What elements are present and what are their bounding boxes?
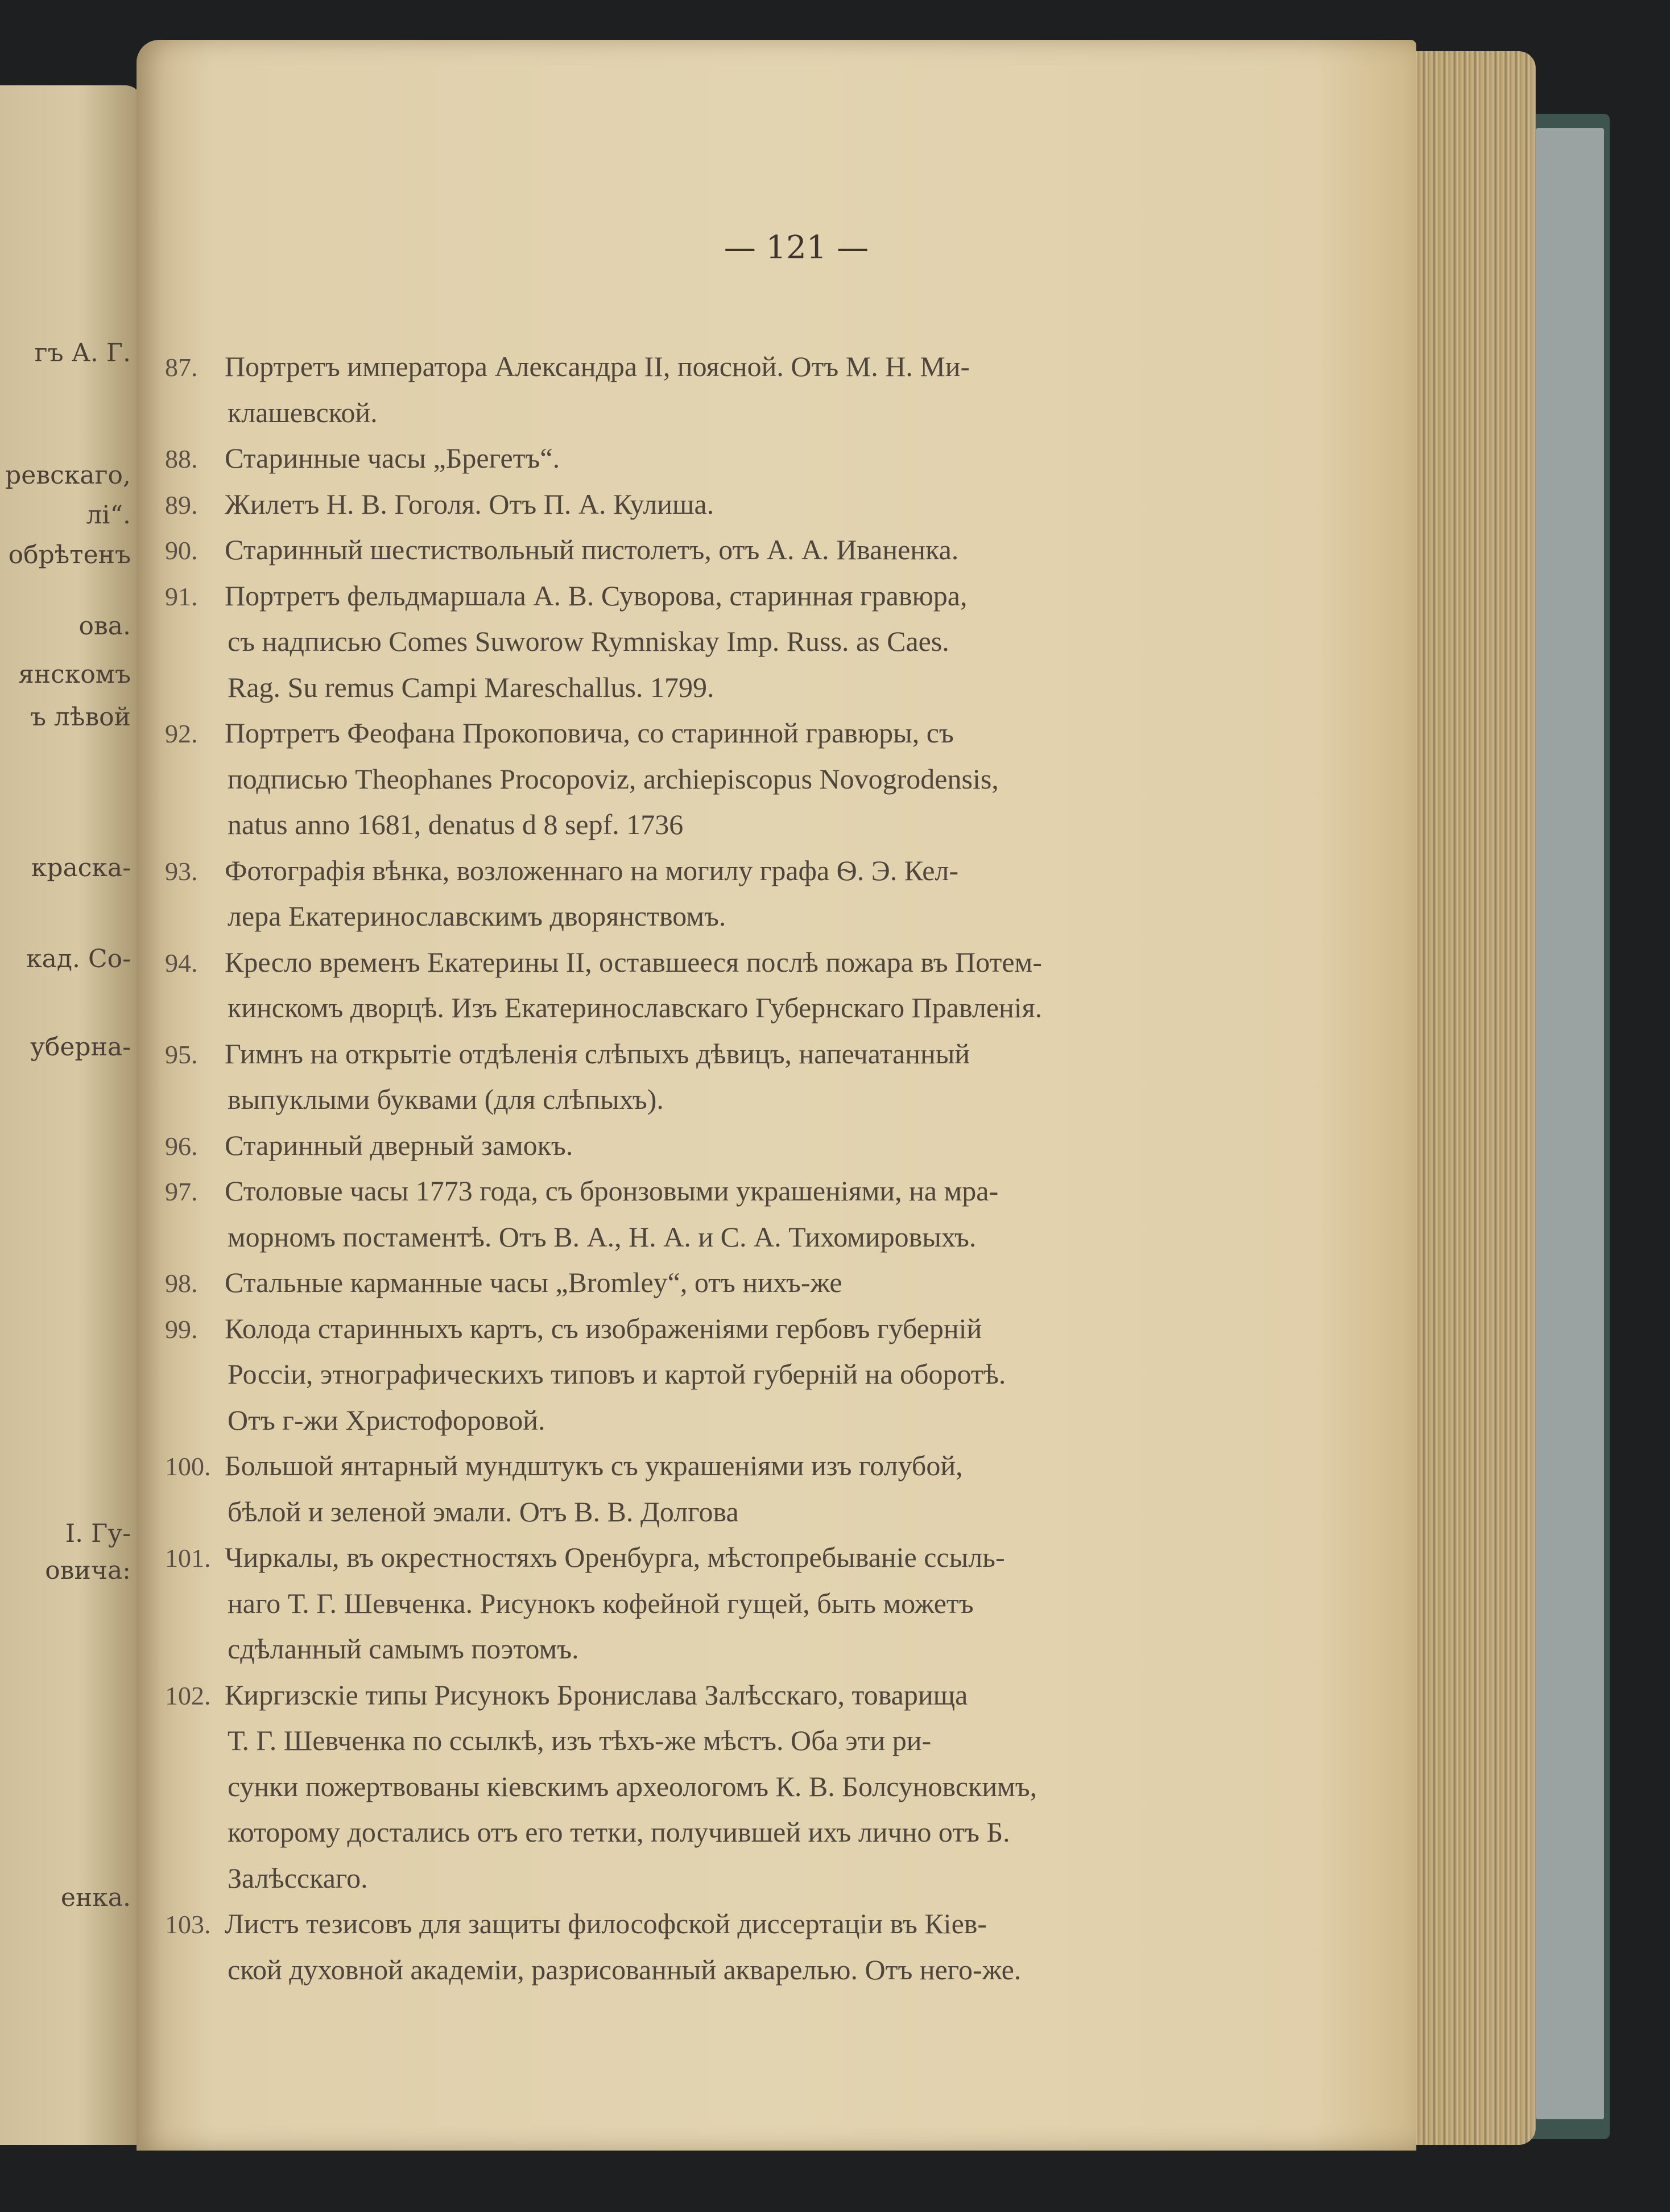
entry-line: выпуклыми буквами (для слѣпыхъ). (228, 1083, 664, 1115)
entry-number: 89. (165, 490, 198, 519)
entry-number: 94. (165, 948, 198, 977)
entry-line: Старинный дверный замокъ. (225, 1129, 573, 1161)
left-fragment: кад. Со- (26, 944, 131, 973)
entry-line: клашевской. (228, 396, 378, 428)
cover-inner-board (1536, 128, 1604, 2119)
entry-number: 90. (165, 536, 198, 565)
left-fragment: ъ лѣвой (30, 703, 131, 732)
entry-line: Старинные часы „Брегетъ“. (225, 442, 560, 474)
entry-line: морномъ постаментѣ. Отъ В. А., Н. А. и С. А. Тихомировыхъ. (228, 1220, 977, 1253)
left-fragment: обрѣтенъ (8, 540, 131, 569)
entry-line: Колода старинныхъ картъ, съ изображеніями гербовъ губерній (225, 1312, 982, 1344)
left-fragment: овича: (45, 1556, 131, 1585)
entry-number: 99. (165, 1314, 198, 1344)
entry-number: 93. (165, 856, 198, 886)
entry-number: 101. (165, 1544, 211, 1573)
entry-number: 95. (165, 1039, 198, 1069)
entry-line: съ надписью Comes Suworow Rymniskay Imp. Russ. as Caes. (228, 625, 949, 657)
entry-line: Портретъ Феофана Прокоповича, со старинной гравюры, съ (225, 717, 954, 749)
entry-number: 91. (165, 581, 198, 611)
entry-number: 92. (165, 719, 198, 748)
left-fragment: І. Гу- (65, 1519, 131, 1548)
left-fragment: уберна- (30, 1033, 131, 1062)
left-fragment: янскомъ (18, 660, 131, 689)
left-fragment: гъ А. Г. (34, 339, 131, 368)
entry-line: Залѣсскаго. (228, 1862, 368, 1894)
entry-line: подписью Theophanes Procopoviz, archiepiscopus Novogrodensis, (228, 762, 999, 795)
left-facing-page (0, 85, 142, 2145)
entry-line: natus anno 1681, denatus d 8 sepf. 1736 (228, 808, 684, 840)
entry-line: которому достались отъ его тетки, получившей ихъ лично отъ Б. (228, 1816, 1010, 1848)
left-fragment: краска- (31, 853, 131, 882)
entry-number: 102. (165, 1681, 211, 1710)
entry-number: 103. (165, 1910, 211, 1939)
entry-line: Киргизскіе типы Рисунокъ Бронислава Залѣсскаго, товарища (225, 1678, 968, 1711)
left-fragment: енка. (60, 1883, 131, 1912)
entry-number: 97. (165, 1177, 198, 1206)
entry-line: ской духовной академіи, разрисованный акварелью. Отъ него-же. (228, 1953, 1022, 1986)
entry-line: Кресло временъ Екатерины II, оставшееся послѣ пожара въ Потем- (225, 946, 1042, 978)
left-fragment: лі“. (86, 501, 131, 530)
entry-line: Старинный шестиствольный пистолетъ, отъ А. А. Иваненка. (225, 534, 959, 566)
entry-line: Отъ г-жи Христофоровой. (228, 1404, 545, 1436)
entry-line: сдѣланный самымъ поэтомъ. (228, 1633, 579, 1665)
entry-line: лера Екатеринославскимъ дворянствомъ. (228, 900, 726, 932)
entry-number: 96. (165, 1131, 198, 1161)
entry-line: сунки пожертвованы кіевскимъ археологомъ К. В. Болсуновскимъ, (228, 1770, 1037, 1802)
entry-number: 98. (165, 1269, 198, 1298)
entry-line: Столовые часы 1773 года, съ бронзовыми украшеніями, на мра- (225, 1175, 999, 1207)
entry-number: 88. (165, 444, 198, 473)
left-fragment: ревскаго, (5, 461, 131, 490)
entry-number: 100. (165, 1452, 211, 1481)
entry-line: Жилетъ Н. В. Гоголя. Отъ П. А. Кулиша. (225, 488, 714, 520)
entry-number: 87. (165, 353, 198, 382)
entry-line: Фотографія вѣнка, возложеннаго на могилу графа Ѳ. Э. Кел- (225, 854, 958, 886)
main-page (137, 40, 1416, 2151)
entry-line: бѣлой и зеленой эмали. Отъ В. В. Долгова (228, 1495, 739, 1528)
entry-line: Россіи, этнографическихъ типовъ и картой губерній на оборотѣ. (228, 1358, 1006, 1390)
entry-line: Чиркалы, въ окрестностяхъ Оренбурга, мѣстопребываніе ссыль- (225, 1541, 1005, 1573)
entry-line: Rag. Su remus Campi Mareschallus. 1799. (228, 671, 714, 703)
entry-line: Т. Г. Шевченка по ссылкѣ, изъ тѣхъ-же мѣстъ. Оба эти ри- (228, 1724, 932, 1756)
page-number: — 121 — (724, 229, 869, 266)
entry-line: наго Т. Г. Шевченка. Рисунокъ кофейной гущей, быть можетъ (228, 1587, 974, 1619)
left-fragment: ова. (78, 612, 131, 641)
entry-line: Гимнъ на открытіе отдѣленія слѣпыхъ дѣвицъ, напечатанный (225, 1037, 970, 1070)
entry-line: Большой янтарный мундштукъ съ украшеніями изъ голубой, (225, 1450, 963, 1481)
entry-line: кинскомъ дворцѣ. Изъ Екатеринославскаго Губернскаго Правленія. (228, 992, 1043, 1024)
entry-line: Стальные карманные часы „Bromley“, отъ нихъ-же (225, 1266, 842, 1298)
entry-line: Листъ тезисовъ для защиты философской диссертаціи въ Кіев- (225, 1908, 987, 1939)
entry-line: Портретъ фельдмаршала А. В. Суворова, старинная гравюра, (225, 579, 968, 612)
entry-line: Портретъ императора Александра II, поясной. Отъ М. Н. Ми- (225, 350, 970, 382)
